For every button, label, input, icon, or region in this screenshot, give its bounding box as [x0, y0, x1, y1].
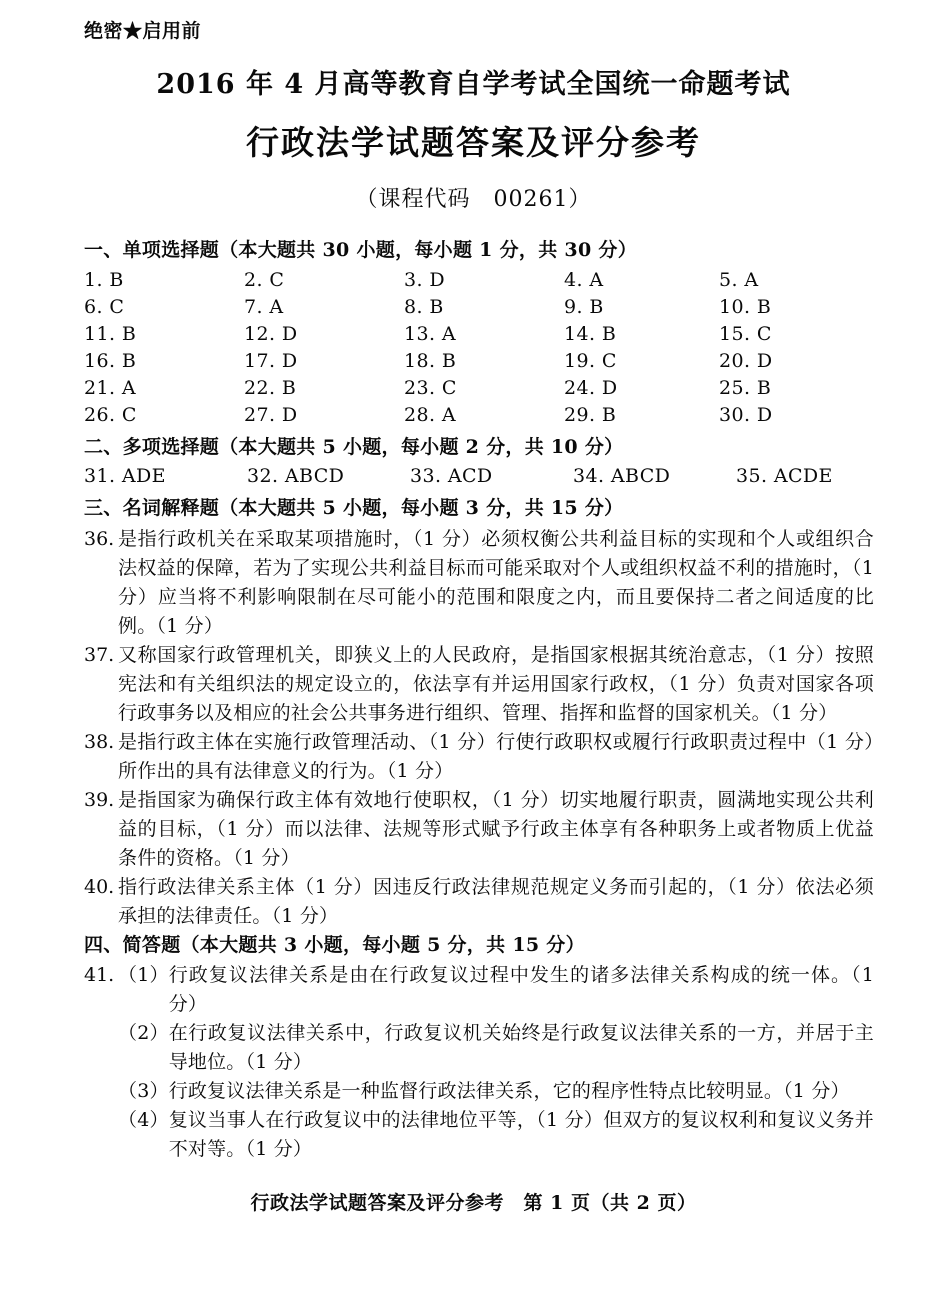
term-text: 是指行政主体在实施行政管理活动、（1 分）行使行政职权或履行行政职责过程中（1 分）所作出的具有法律意义的行为。（1 分） — [118, 730, 874, 782]
point-label: （4） — [118, 1109, 169, 1131]
short-answer-item — [84, 961, 874, 1164]
point-text: 行政复议法律关系是一种监督行政法律关系，它的程序性特点比较明显。（1 分） — [168, 1080, 850, 1102]
answer-cell: 18. B — [404, 349, 457, 372]
point-text: 行政复议法律关系是由在行政复议过程中发生的诸多法律关系构成的统一体。（1 分） — [168, 964, 874, 1015]
answer-cell: 34. ABCD — [573, 465, 671, 487]
course-code: （课程代码 00261） — [355, 187, 592, 212]
answer-cell: 29. B — [564, 403, 617, 426]
answer-cell: 22. B — [244, 376, 297, 399]
short-answer-point — [118, 1019, 874, 1077]
term-number: 39. — [84, 788, 115, 811]
term-text: 是指国家为确保行政主体有效地行使职权，（1 分）切实地履行职责，圆满地实现公共利益的目标，（1 分）而以法律、法规等形式赋予行政主体享有各种职务上或者物质上优益条件的资格。（1 分） — [118, 788, 874, 869]
single-choice-answer-grid — [84, 267, 874, 429]
answer-cell: 7. A — [244, 295, 284, 318]
term-item — [84, 641, 874, 728]
short-answer-point — [118, 1077, 874, 1106]
term-number: 40. — [84, 875, 115, 898]
term-number: 37. — [84, 643, 115, 666]
answer-cell: 21. A — [84, 376, 136, 399]
answer-cell: 16. B — [84, 349, 137, 372]
answer-cell: 26. C — [84, 403, 137, 426]
answer-cell: 31. ADE — [84, 465, 166, 487]
multi-choice-answer-grid — [84, 463, 874, 490]
page-footer: 行政法学试题答案及评分参考 第 1 页（共 2 页） — [250, 1192, 697, 1214]
section-heading-terms: 三、名词解释题（本大题共 5 小题，每小题 3 分，共 15 分） — [84, 497, 624, 519]
answer-cell: 10. B — [719, 295, 772, 318]
point-label: （3） — [118, 1080, 169, 1102]
short-answer-body — [118, 961, 874, 1164]
answer-cell: 19. C — [564, 349, 617, 372]
answer-cell: 17. D — [244, 349, 298, 372]
secrecy-mark: 绝密★启用前 — [84, 20, 202, 42]
section-heading-short-answer: 四、简答题（本大题共 3 小题，每小题 5 分，共 15 分） — [84, 933, 585, 956]
answer-cell: 35. ACDE — [736, 465, 833, 487]
short-answer-number: 41. — [84, 964, 115, 986]
term-number: 36. — [84, 527, 115, 550]
short-answer-point — [118, 1106, 874, 1164]
answer-cell: 27. D — [244, 403, 298, 426]
answer-cell: 33. ACD — [410, 465, 493, 487]
answer-cell: 30. D — [719, 403, 773, 426]
answer-cell: 23. C — [404, 376, 457, 399]
point-label: （2） — [118, 1022, 169, 1044]
document-body — [84, 236, 874, 1164]
point-text: 在行政复议法律关系中，行政复议机关始终是行政复议法律关系的一方，并居于主导地位。（1 分） — [168, 1022, 874, 1073]
term-text: 指行政法律关系主体（1 分）因违反行政法律规范规定义务而引起的，（1 分）依法必须承担的法律责任。（1 分） — [118, 875, 874, 927]
answer-cell: 24. D — [564, 376, 618, 399]
answer-cell: 14. B — [564, 322, 617, 345]
answer-cell: 25. B — [719, 376, 772, 399]
term-item — [84, 728, 874, 786]
section-heading-single-choice: 一、单项选择题（本大题共 30 小题，每小题 1 分，共 30 分） — [84, 239, 637, 261]
answer-cell: 20. D — [719, 349, 773, 372]
point-text: 复议当事人在行政复议中的法律地位平等，（1 分）但双方的复议权利和复议义务并不对等。（1 分） — [168, 1109, 874, 1160]
short-answer-point — [118, 961, 874, 1019]
term-item — [84, 786, 874, 873]
answer-cell: 15. C — [719, 322, 772, 345]
answer-cell: 6. C — [84, 295, 125, 318]
answer-cell: 9. B — [564, 295, 604, 318]
term-text: 是指行政机关在采取某项措施时，（1 分）必须权衡公共利益目标的实现和个人或组织合法权益的保障，若为了实现公共利益目标而可能采取对个人或组织权益不利的措施时，（1 分）应当将不利影响限制在尽可能小的范围和限度之内，而且要保持二者之间适度的比例。（1 分） — [118, 527, 874, 637]
term-number: 38. — [84, 730, 115, 753]
answer-cell: 3. D — [404, 268, 446, 291]
answer-cell: 2. C — [244, 268, 285, 291]
answer-cell: 8. B — [404, 295, 444, 318]
answer-cell: 32. ABCD — [247, 465, 345, 487]
exam-title: 2016 年 4 月高等教育自学考试全国统一命题考试 — [156, 69, 791, 100]
point-label: （1） — [118, 964, 169, 986]
term-item — [84, 525, 874, 641]
answer-cell: 11. B — [84, 322, 137, 345]
answer-cell: 1. B — [84, 268, 124, 291]
answer-cell: 4. A — [564, 268, 604, 291]
term-item — [84, 873, 874, 931]
page-title: 行政法学试题答案及评分参考 — [246, 123, 701, 162]
answer-cell: 12. D — [244, 322, 298, 345]
answer-cell: 5. A — [719, 268, 759, 291]
section-heading-multi-choice: 二、多项选择题（本大题共 5 小题，每小题 2 分，共 10 分） — [84, 435, 624, 458]
answer-cell: 28. A — [404, 403, 456, 426]
term-text: 又称国家行政管理机关，即狭义上的人民政府，是指国家根据其统治意志，（1 分）按照宪法和有关组织法的规定设立的，依法享有并运用国家行政权，（1 分）负责对国家各项行政事务以及相应的社会公共事务进行组织、管理、指挥和监督的国家机关。（1 分） — [118, 643, 874, 724]
answer-cell: 13. A — [404, 322, 456, 345]
